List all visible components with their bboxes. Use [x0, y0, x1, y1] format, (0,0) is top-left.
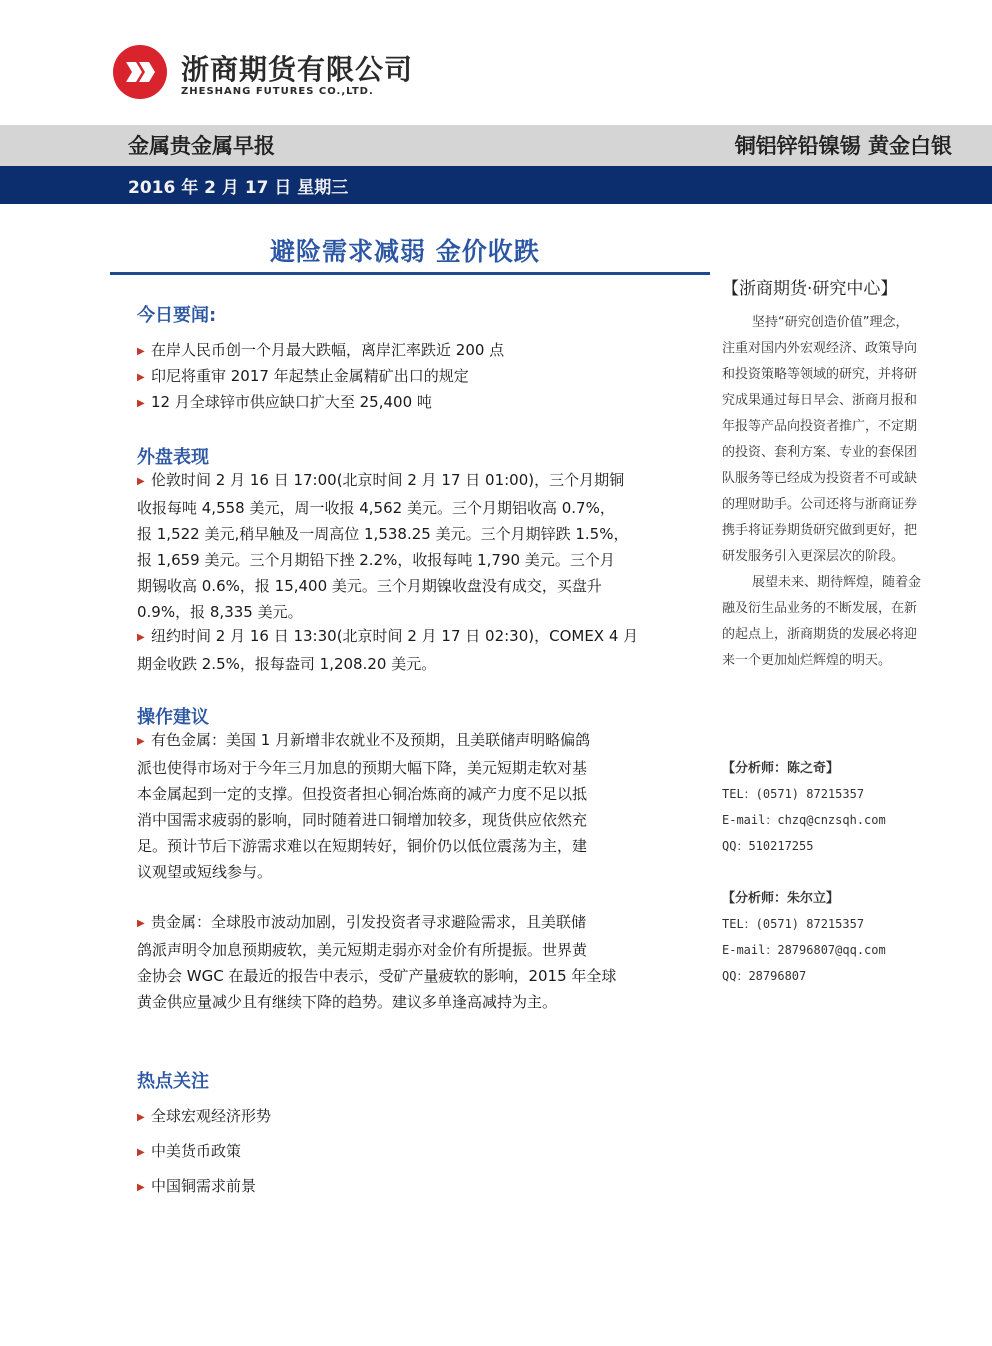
overseas-paragraph-lme: ▶ 伦敦时间 2 月 16 日 17:00(北京时间 2 月 17 日 01:00)，三个月期铜 收报每吨 4,558 美元，周一收报 4,562 美元。三个月期铝收高 0.7%， 报 1,522 美元,稍早触及一周高位 1,538.25 美元。三个月期锌跌 1.5%， 报 1,659 美元。三个月期铅下挫 2.2%，收报每吨 1,790 美元。三个月 期锡收高 0.6%，报 15,400 美元。三个月期镍收盘没有成交，买盘升 0.9%，报 8,335 美元。 [137, 471, 629, 621]
news-heading: 今日要闻: [137, 305, 217, 326]
research-center-intro: 坚持“研究创造价值”理念， 注重对国内外宏观经济、政策导向 和投资策略等领域的研究，并将研 究成果通过每日早会、浙商月报和 年报等产品向投资者推广，不定期 的投资、套利方案、专业的套保团 队服务等已经成为投资者不可或缺 的理财助手。公司还将与浙商证券 携手将证券期货研究做到更好，把 研发服务引入更深层次的阶段。 展望未来、期待辉煌，随着金 融及衍生品业务的不断发展，在新 的起点上，浙商期货的发展必将迎 来一个更加灿烂辉煌的明天。 [722, 315, 922, 668]
analyst-email[interactable]: E-mail：chzq@cnzsqh.com [722, 813, 886, 827]
overseas-paragraph-comex: ▶ 纽约时间 2 月 16 日 13:30(北京时间 2 月 17 日 02:30)，COMEX 4 月 期金收跌 2.5%，报每盎司 1,208.20 美元。 [137, 627, 639, 673]
bullet-arrow-icon: ▶ [137, 1147, 145, 1158]
news-item: ▶ 在岸人民币创一个月最大跌幅，离岸汇率跌近 200 点 [137, 337, 504, 365]
bullet-arrow-icon: ▶ [137, 372, 145, 383]
focus-item: ▶ 全球宏观经济形势 [137, 1103, 271, 1131]
advice-paragraph-base-metals: ▶ 有色金属：美国 1 月新增非农就业不及预期，且美联储声明略偏鸽 派也使得市场对于今年三月加息的预期大幅下降，美元短期走软对基 本金属起到一定的支撑。但投资者担心铜冶炼商的减产力度不足以抵 消中国需求疲弱的影响，同时随着进口铜增加较多，现货供应依然充 足。预计节后下游需求难以在短期转好，铜价仍以低位震荡为主，建 议观望或短线参与。 [137, 731, 591, 881]
news-item: ▶ 12 月全球锌市供应缺口扩大至 25,400 吨 [137, 389, 432, 417]
report-date: 2016 年 2 月 17 日 星期三 [128, 178, 349, 198]
bullet-arrow-icon: ▶ [137, 1112, 145, 1123]
advice-paragraph-precious-metals: ▶ 贵金属：全球股市波动加剧，引发投资者寻求避险需求，且美联储 鸽派声明令加息预期疲软，美元短期走弱亦对金价有所提振。世界黄 金协会 WGC 在最近的报告中表示，受矿产量疲软的影响，2015 年全球 黄金供应量减少且有继续下降的趋势。建议多单逢高减持为主。 [137, 913, 617, 1011]
analyst-email[interactable]: E-mail：28796807@qq.com [722, 943, 886, 957]
analyst-tel: TEL：(0571) 87215357 [722, 787, 865, 801]
focus-heading: 热点关注 [137, 1071, 209, 1092]
company-logo-icon [112, 44, 168, 100]
focus-item: ▶ 中国铜需求前景 [137, 1173, 256, 1201]
analyst-qq: QQ：510217255 [722, 839, 814, 853]
news-item: ▶ 印尼将重审 2017 年起禁止金属精矿出口的规定 [137, 363, 469, 391]
metals-list: 铜铝锌铅镍锡 黄金白银 [734, 134, 952, 158]
bullet-arrow-icon: ▶ [137, 346, 145, 357]
focus-item: ▶ 中美货币政策 [137, 1138, 241, 1166]
analyst-heading: 【分析师：朱尔立】 [722, 891, 840, 906]
analyst-qq: QQ：28796807 [722, 969, 807, 983]
company-name-en: ZHESHANG FUTURES CO.,LTD. [181, 86, 374, 97]
advice-heading: 操作建议 [137, 707, 209, 728]
overseas-heading: 外盘表现 [137, 447, 209, 468]
bullet-arrow-icon: ▶ [137, 918, 145, 929]
report-name: 金属贵金属早报 [128, 134, 275, 158]
bullet-arrow-icon: ▶ [137, 632, 145, 643]
analyst-tel: TEL：(0571) 87215357 [722, 917, 865, 931]
bullet-arrow-icon: ▶ [137, 736, 145, 747]
page-title: 避险需求减弱 金价收跌 [270, 237, 540, 266]
title-divider [110, 272, 710, 275]
analyst-heading: 【分析师：陈之奇】 [722, 761, 840, 776]
bullet-arrow-icon: ▶ [137, 476, 145, 487]
company-name-cn: 浙商期货有限公司 [181, 53, 414, 86]
research-center-heading: 【浙商期货·研究中心】 [722, 279, 898, 299]
bullet-arrow-icon: ▶ [137, 1182, 145, 1193]
bullet-arrow-icon: ▶ [137, 398, 145, 409]
